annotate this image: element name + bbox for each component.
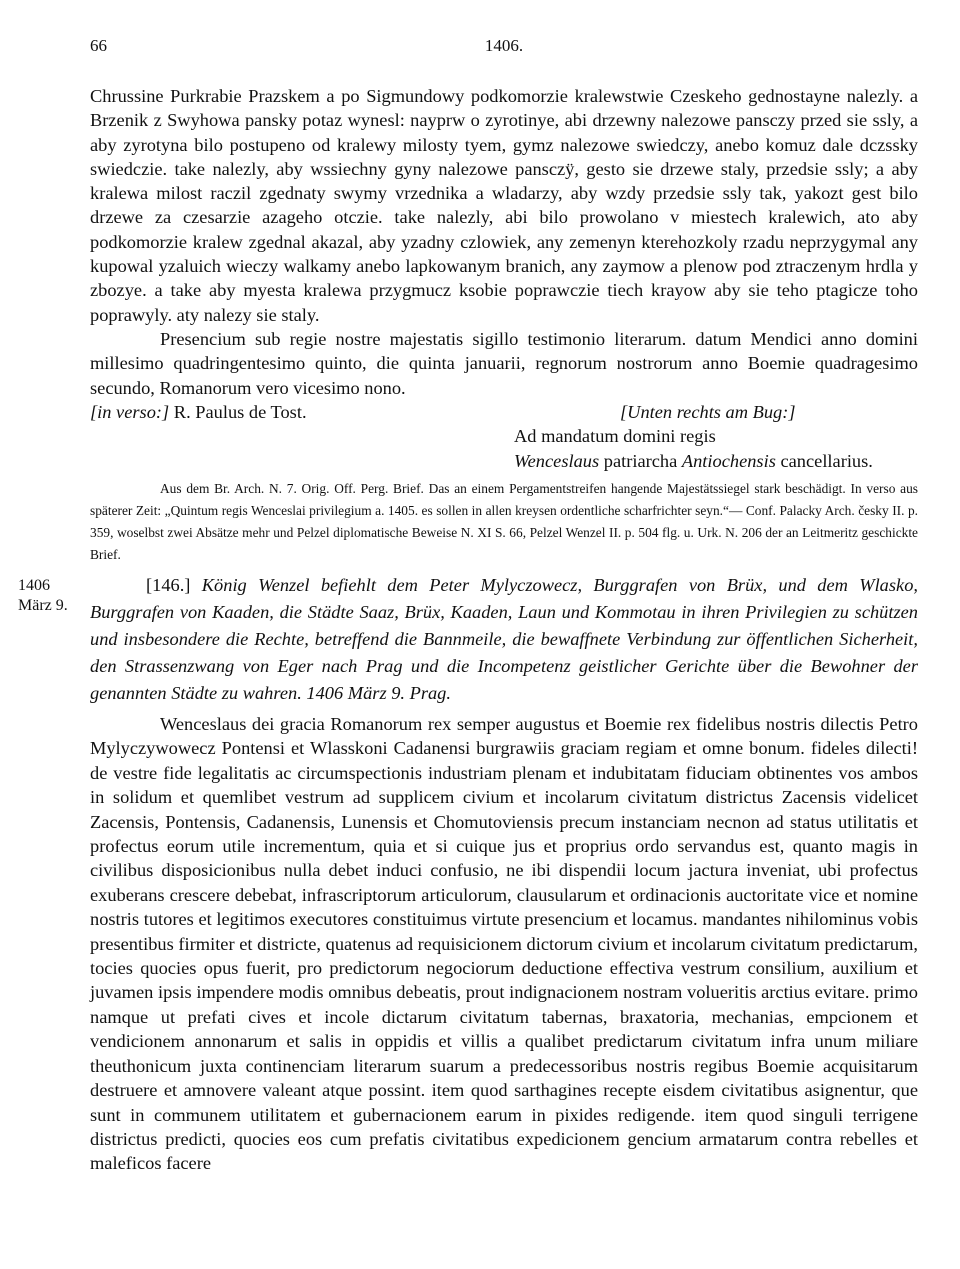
margin-date (18, 576, 78, 616)
page-number: 66 (90, 36, 107, 55)
margin-date-year: 1406 (18, 577, 50, 594)
chancellor-mid: patriarcha (603, 451, 678, 471)
margin-date-day: März 9. (18, 597, 68, 614)
chancellor-name: Wenceslaus (514, 451, 600, 471)
charter-145-closing: Presencium sub regie nostre majestatis sigillo testimonio literarum. datum Mendici anno domini millesimo quadringentesimo quinto, die quinta januarii, regnorum nostrorum anno Boemie quadragesimo secundo, Romanorum vero vicesimo nono. (90, 328, 918, 398)
charter-145-body: Chrussine Purkrabie Prazskem a po Sigmundowy podkomorzie kralewstwie Czeskeho gednostayne nalezly. a Brzenik z Swyhowa pansky potaz wynesl: nayprw o zyrotinye, abi drzewny nalezowe pansczy przed sie ssly, a aby zyrotyna bilo postupeno od kralewy milosty tyem, gymz nalezowe swiedczy, anebo komuz dale dczssky swiedczie. take nalezly, aby wssiechny gyny nalezowe pansczÿ, gesto sie drzewe staly, przedsie ssly; a aby kralewa milost raczil zgednaty swymy vrzednika a wladarzy, aby wzdy przedsie ssly tak, yakozt gest bilo drzewe za czesarzie azageho otczie. take nalezly, abi bilo prowolano v miestech kralewich, ato aby podkomorzie kralew zgednal akazal, aby yzadny czlowiek, any zemenyn kterehozkoly rzadu neprzygymal any kupowal yzaluich wieczy walkamy anebo lapkowanym branich, any zaymow a plenow pod ztraczenym hrdla y zbozye. a take aby myesta kralewa przygmucz ksobie poprawczie tiech krayow aby sie teho ptagicze toho poprawyly. aty nalezy sie staly. (90, 86, 918, 325)
running-year: 1406. (484, 36, 524, 55)
source-note (90, 478, 918, 566)
source-note-text: Aus dem Br. Arch. N. 7. Orig. Off. Perg. Brief. Das an einem Pergamentstreifen hangende Majestätssiegel stark beschädigt. In verso aus späterer Zeit: „Quintum regis Wenceslai privilegium a. 1405. es sollen in allen kreysen ordentliche scharfrichter seyn.“— Conf. Palacky Arch. česky II. p. 359, woselbst zwei Absätze mehr und Pelzel diplomatische Beweise N. XI S. 66, Pelzel Wenzel II. p. 504 flg. u. Urk. N. 206 der an Leitmeritz geschickte Brief. (90, 481, 918, 562)
chancellor-title: cancellarius. (780, 451, 873, 471)
running-header (90, 36, 918, 60)
fold-note-label: [Unten rechts am Bug:] (620, 402, 796, 422)
chancellor-place: Antiochensis (681, 451, 776, 471)
chancellor-signature (514, 451, 873, 472)
mandate-text: Ad mandatum domini regis (514, 426, 716, 446)
charter-number: [146.] (146, 575, 191, 595)
charter-146-body: Wenceslaus dei gracia Romanorum rex semper augustus et Boemie rex fidelibus nostris dilectis Petro Mylyczywowecz Pontensi et Wlasskoni Cadanensi burgrawiis graciam regiam et omne bonum. fideles dilecti! de vestre fide legalitatis ac circumspectionis industriam plenam et indubitatam fiduciam obtinentes vos ambos in solidum et quemlibet vestrum ad supplicem civium et incolarum civitatum districtus Zacensis videlicet Zacensis, Pontensis, Cadanensis, Lunensis et Chomutoviensis precum instanciam necnon ad status utilitatis et profectus eorum utile incrementum, quia et si cuique jus et proprius ordo servandus est, quanto magis in civilibus disposicionibus nulla debet induci confusio, ne ibi dispendii locum jactura inveniat, ubi profectus exuberans crescere debebat, infrascriptorum articulorum, clausularum et ordinacionis auctoritate vice et nomine nostris tutores et legitimos executores constituimus virtute presencium et locamus. mandantes nihilominus vobis presentibus firmiter et districte, quatenus ad requisicionem dictorum civium et incolarum civitatum predictarum, tocies quocies opus fuerit, pro predictorum negociorum deductione effectiva vestrum consilium, auxilium et juvamen ipsis impendere modis omnibus debeatis, prout indignacionem nostram volueritis arctius evitare. primo namque ut prefati cives et incole dictarum civitatum tabernas, braxatoria, mechanias, empcionem et vendicionem annonarum et salis in oppidis et villis a qualibet predictarum civitatum infra unum miliare theuthonicum juxta continenciam literarum suarum a predecessoribus nostris regibus Boemie acquisitarum destruere et amnovere valeant atque possint. item quod sarthagines recepte eisdem civitatibus asignentur, que sunt in communem utilitatem et gubernacionem earum in pixides redigende. item quod singuli terrigene districtus predicti, quocies eos cum prefatis civitatibus expedicionem gencium armatarum contra rebelles et maleficos facere (90, 714, 918, 1174)
charter-regest: König Wenzel befiehlt dem Peter Mylyczowecz, Burggrafen von Brüx, und dem Wlasko, Burggrafen von Kaaden, die Städte Saaz, Brüx, Kaaden, Laun und Kommotau in ihren Privilegien zu schützen und insbesondere die Rechte, betreffend die Bannmeile, die bewaffnete Verbindung zur öffentlichen Sicherheit, den Strassenzwang von Eger nach Prag und die Incompetenz geistlicher Gerichte über die Bewohner der genannten Städte zu wahren. 1406 März 9. Prag. (90, 575, 918, 703)
verso-note (90, 402, 307, 423)
charter-146-heading (90, 572, 918, 707)
charter-145-text (90, 84, 918, 400)
verso-text: R. Paulus de Tost. (173, 402, 307, 422)
verso-label: [in verso:] (90, 402, 170, 422)
charter-146-text (90, 712, 918, 1176)
